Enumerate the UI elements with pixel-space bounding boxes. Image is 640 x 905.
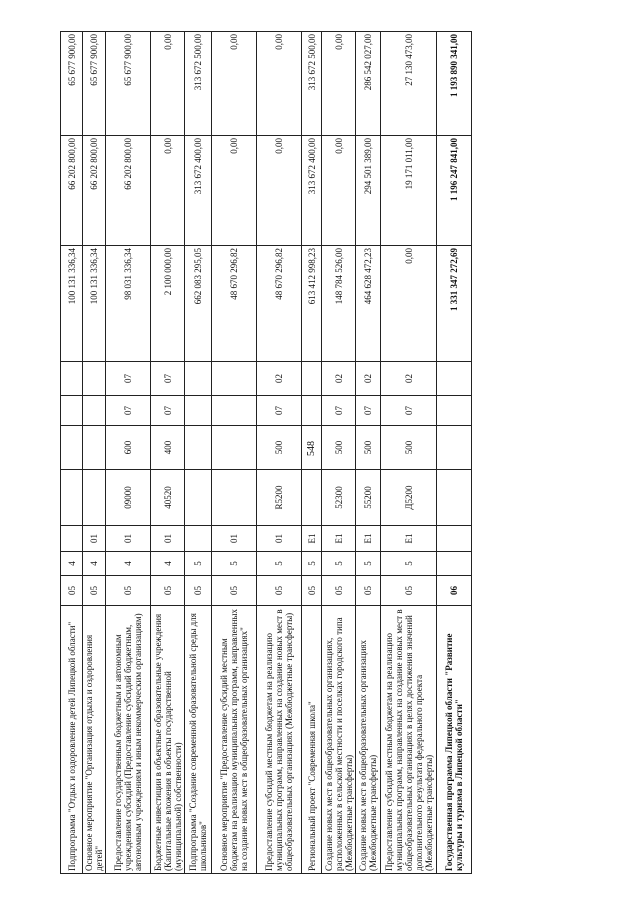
cell-subsection: 07 [106, 362, 151, 396]
cell-section: 07 [381, 396, 437, 426]
cell-expense-type: 600 [106, 426, 151, 470]
cell-section [61, 396, 83, 426]
cell-subprogram: 4 [106, 552, 151, 576]
cell-expense-type: 500 [322, 426, 356, 470]
cell-subprogram: 5 [257, 552, 302, 576]
table-row [83, 32, 106, 874]
cell-program: 05 [381, 576, 437, 606]
cell-program: 05 [212, 576, 257, 606]
table-row [106, 32, 151, 874]
cell-name: Государственная программа Липецкой области "Развитие культуры и туризма в Липецкой области" [437, 606, 472, 874]
cell-program: 05 [302, 576, 322, 606]
rotated-table-container [60, 32, 464, 874]
cell-subsection [61, 362, 83, 396]
cell-amount-year-3: 0,00 [212, 32, 257, 136]
cell-name: Предоставление субсидий местным бюджетам на реализацию муниципальных программ, направленных на создание новых мест в общеобразовательных организациях в целях достижения значений дополнительного результата федерального проекта (Межбюджетные трансферты) [381, 606, 437, 874]
cell-amount-year-2: 0,00 [257, 136, 302, 246]
cell-amount-year-3: 286 542 027,00 [356, 32, 381, 136]
table-row [151, 32, 185, 874]
cell-expense-type [83, 426, 106, 470]
cell-expense-type [302, 426, 322, 470]
cell-subprogram: 4 [151, 552, 185, 576]
cell-amount-year-1: 613 412 998,23 [302, 246, 322, 362]
budget-table [60, 31, 472, 874]
cell-subsection: 02 [356, 362, 381, 396]
cell-section: 07 [151, 396, 185, 426]
table-row [437, 32, 472, 874]
cell-amount-year-3: 0,00 [151, 32, 185, 136]
budget-table-body [61, 32, 472, 874]
cell-section [212, 396, 257, 426]
cell-direction: 55200 [356, 470, 381, 526]
table-row [185, 32, 212, 874]
cell-section [83, 396, 106, 426]
cell-subprogram: 5 [185, 552, 212, 576]
table-row [61, 32, 83, 874]
cell-event: 01 [151, 526, 185, 552]
cell-direction: 40520 [151, 470, 185, 526]
cell-subsection: 02 [257, 362, 302, 396]
cell-amount-year-3: 65 677 900,00 [83, 32, 106, 136]
cell-name: Бюджетные инвестиции в объектные образовательные учреждения (Капитальные вложения в объекты государственной (муниципальной) собственности) [151, 606, 185, 874]
cell-amount-year-1: 464 628 472,23 [356, 246, 381, 362]
table-row [356, 32, 381, 874]
cell-program: 05 [322, 576, 356, 606]
cell-direction [437, 470, 472, 526]
cell-program: 05 [61, 576, 83, 606]
cell-direction [185, 470, 212, 526]
cell-subprogram: 4 [83, 552, 106, 576]
cell-expense-type: 400 [151, 426, 185, 470]
cell-event: 01 [83, 526, 106, 552]
cell-expense-type [185, 426, 212, 470]
cell-amount-year-2: 0,00 [151, 136, 185, 246]
cell-amount-year-3: 313 672 500,00 [185, 32, 212, 136]
cell-program: 05 [185, 576, 212, 606]
cell-subsection [212, 362, 257, 396]
cell-amount-year-3: 27 130 473,00 [381, 32, 437, 136]
cell-amount-year-1: 48 670 296,82 [212, 246, 257, 362]
cell-section [437, 396, 472, 426]
cell-subsection [185, 362, 212, 396]
cell-amount-year-1: 148 784 526,00 [322, 246, 356, 362]
cell-subprogram: 5 [212, 552, 257, 576]
cell-amount-year-1: 100 131 336,34 [83, 246, 106, 362]
cell-section [302, 396, 322, 426]
cell-section: 07 [322, 396, 356, 426]
cell-name: Предоставление субсидий местным бюджетам на реализацию муниципальных программ, направленных на создание новых мест в общеобразовательных организациях (Межбюджетные трансферты) [257, 606, 302, 874]
cell-expense-type [212, 426, 257, 470]
cell-event: E1 [381, 526, 437, 552]
cell-subprogram: 5 [302, 552, 322, 576]
cell-amount-year-3: 313 672 500,00 [302, 32, 322, 136]
cell-amount-year-2: 313 672 400,00 [302, 136, 322, 246]
cell-direction [302, 470, 322, 526]
cell-amount-year-3: 1 193 890 341,00 [437, 32, 472, 136]
cell-subprogram [437, 552, 472, 576]
table-row [257, 32, 302, 874]
cell-amount-year-1: 0,00 [381, 246, 437, 362]
cell-event: 01 [257, 526, 302, 552]
cell-expense-type: 500 [257, 426, 302, 470]
table-row [322, 32, 356, 874]
cell-event [61, 526, 83, 552]
cell-subsection: 02 [322, 362, 356, 396]
cell-name: Предоставление государственным бюджетным и автономным учреждениям субсидий (Предоставление субсидий бюджетным, автономным учреждениям и иным некоммерческим организациям) [106, 606, 151, 874]
cell-expense-type: 500 [381, 426, 437, 470]
cell-amount-year-1: 48 670 296,82 [257, 246, 302, 362]
cell-event: 01 [212, 526, 257, 552]
cell-amount-year-2: 313 672 400,00 [185, 136, 212, 246]
cell-amount-year-3: 0,00 [322, 32, 356, 136]
cell-expense-type [61, 426, 83, 470]
cell-section: 07 [257, 396, 302, 426]
cell-expense-type [437, 426, 472, 470]
cell-direction [83, 470, 106, 526]
cell-amount-year-1: 1 331 347 272,69 [437, 246, 472, 362]
cell-name: Создание новых мест в общеобразовательных организациях (Межбюджетные трансферты) [356, 606, 381, 874]
cell-name: Основное мероприятие "Предоставление субсидий местным бюджетам на реализацию муниципальных программ, направленных на создание новых мест в общеобразовательных организациях" [212, 606, 257, 874]
cell-program: 05 [257, 576, 302, 606]
cell-direction: 52300 [322, 470, 356, 526]
cell-program: 05 [83, 576, 106, 606]
cell-program: 05 [151, 576, 185, 606]
cell-amount-year-2: 0,00 [322, 136, 356, 246]
page-number: 548 [306, 441, 317, 456]
table-row [302, 32, 322, 874]
cell-amount-year-2: 66 202 800,00 [106, 136, 151, 246]
cell-program: 06 [437, 576, 472, 606]
cell-amount-year-1: 2 100 000,00 [151, 246, 185, 362]
cell-direction: 09000 [106, 470, 151, 526]
cell-amount-year-2: 19 171 011,00 [381, 136, 437, 246]
cell-subsection: 02 [381, 362, 437, 396]
cell-name: Основное мероприятие "Организация отдыха и оздоровления детей" [83, 606, 106, 874]
budget-table-wrapper [60, 32, 464, 874]
cell-amount-year-3: 65 677 900,00 [61, 32, 83, 136]
cell-event: E1 [302, 526, 322, 552]
cell-direction: R5200 [257, 470, 302, 526]
table-row [381, 32, 437, 874]
cell-event: E1 [322, 526, 356, 552]
cell-subsection [83, 362, 106, 396]
cell-amount-year-3: 0,00 [257, 32, 302, 136]
cell-name: Региональный проект "Современная школа" [302, 606, 322, 874]
cell-amount-year-2: 1 196 247 841,00 [437, 136, 472, 246]
cell-amount-year-1: 662 083 295,05 [185, 246, 212, 362]
cell-name: Подпрограмма "Создание современной образовательной среды для школьников" [185, 606, 212, 874]
cell-direction: Д5200 [381, 470, 437, 526]
cell-direction [61, 470, 83, 526]
cell-amount-year-2: 66 202 800,00 [83, 136, 106, 246]
cell-subprogram: 5 [381, 552, 437, 576]
cell-event [185, 526, 212, 552]
cell-subprogram: 4 [61, 552, 83, 576]
cell-amount-year-2: 294 501 389,00 [356, 136, 381, 246]
cell-section: 07 [106, 396, 151, 426]
cell-event [437, 526, 472, 552]
cell-subsection [302, 362, 322, 396]
cell-event: 01 [106, 526, 151, 552]
cell-subprogram: 5 [322, 552, 356, 576]
cell-amount-year-1: 100 131 336,34 [61, 246, 83, 362]
cell-program: 05 [106, 576, 151, 606]
cell-name: Подпрограмма "Отдых и оздоровление детей Липецкой области" [61, 606, 83, 874]
table-row [212, 32, 257, 874]
cell-amount-year-1: 98 031 336,34 [106, 246, 151, 362]
cell-subsection: 07 [151, 362, 185, 396]
cell-subprogram: 5 [356, 552, 381, 576]
cell-section: 07 [356, 396, 381, 426]
cell-subsection [437, 362, 472, 396]
cell-program: 05 [356, 576, 381, 606]
cell-expense-type: 500 [356, 426, 381, 470]
cell-section [185, 396, 212, 426]
cell-event: E1 [356, 526, 381, 552]
cell-amount-year-2: 0,00 [212, 136, 257, 246]
cell-name: Создание новых мест в общеобразовательных организациях, расположенных в сельской местности и поселках городского типа (Межбюджетные трансферты) [322, 606, 356, 874]
cell-direction [212, 470, 257, 526]
cell-amount-year-2: 66 202 800,00 [61, 136, 83, 246]
cell-amount-year-3: 65 677 900,00 [106, 32, 151, 136]
